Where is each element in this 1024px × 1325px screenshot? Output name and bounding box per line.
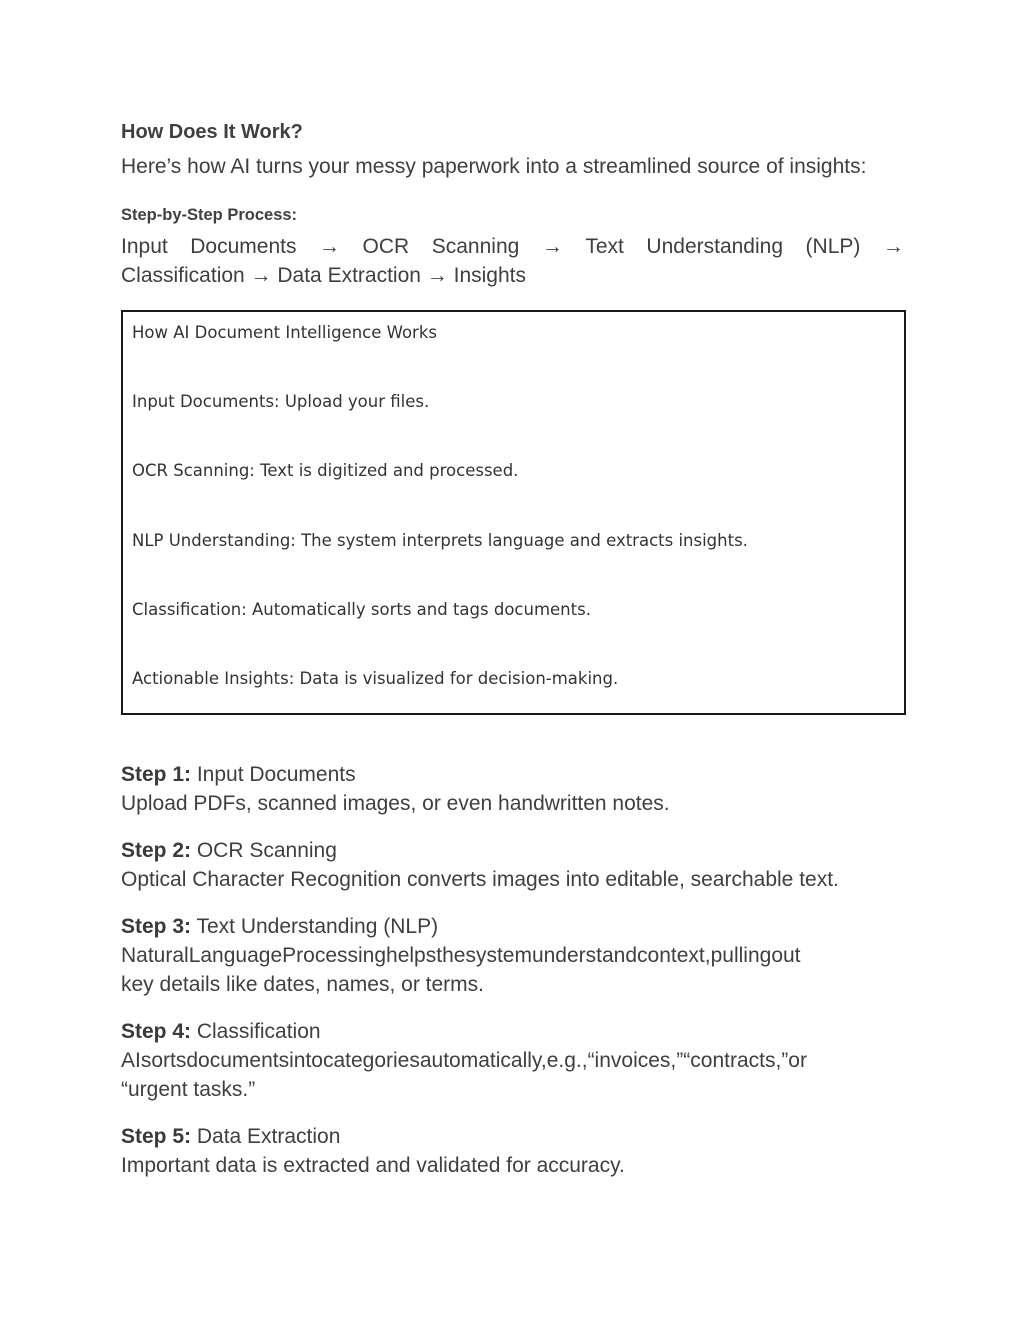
flow-word: Documents — [190, 235, 297, 258]
flow-word: (NLP) — [805, 235, 861, 258]
flow-word: Input — [121, 235, 168, 258]
word: understand — [531, 944, 638, 967]
word: context, — [637, 944, 711, 967]
word: out — [771, 944, 801, 967]
step-name: Classification — [191, 1020, 321, 1043]
arrow-icon: → — [882, 235, 904, 258]
word: categories — [322, 1049, 420, 1072]
arrow-icon: → — [319, 235, 340, 258]
word: or — [788, 1049, 807, 1072]
word: system — [465, 944, 532, 967]
intro-paragraph: Here’s how AI turns your messy paperwork into a streamlined source of insights: — [121, 155, 867, 178]
step-4 — [121, 1017, 904, 1104]
process-subheading: Step-by-Step Process: — [121, 206, 298, 224]
step-title — [121, 1017, 904, 1046]
step-3 — [121, 912, 904, 999]
step-title — [121, 836, 904, 865]
step-description-line-1 — [121, 1046, 904, 1075]
word: Processing — [282, 944, 387, 967]
step-1 — [121, 760, 904, 818]
word: “contracts,” — [683, 1049, 789, 1072]
step-title — [121, 912, 904, 941]
step-label: Step 4: — [121, 1020, 192, 1043]
process-flow — [121, 232, 904, 290]
word: Language — [188, 944, 283, 967]
word: automatically, — [419, 1049, 547, 1072]
step-description: Upload PDFs, scanned images, or even handwritten notes. — [121, 792, 670, 815]
word: AI — [121, 1049, 141, 1072]
step-label: Step 2: — [121, 839, 192, 862]
process-flow-line-2: Classification → Data Extraction → Insights — [121, 264, 526, 287]
box-item-nlp-understanding: NLP Understanding: The system interprets language and extracts insights. — [132, 531, 748, 550]
process-flow-line-1 — [121, 232, 904, 261]
word: “invoices,” — [587, 1049, 684, 1072]
step-description: Important data is extracted and validated for accuracy. — [121, 1154, 625, 1177]
word: into — [289, 1049, 323, 1072]
word: helps — [386, 944, 437, 967]
step-name: Data Extraction — [191, 1125, 341, 1148]
step-label: Step 3: — [121, 915, 192, 938]
word: e.g., — [546, 1049, 588, 1072]
arrow-icon: → — [541, 235, 563, 258]
step-name: Text Understanding (NLP) — [191, 915, 439, 938]
step-name: OCR Scanning — [191, 839, 337, 862]
word: pulling — [710, 944, 772, 967]
step-description-line-2: “urgent tasks.” — [121, 1078, 256, 1101]
word: sorts — [140, 1049, 187, 1072]
word: the — [436, 944, 466, 967]
section-heading: How Does It Work? — [121, 121, 303, 143]
step-description: Optical Character Recognition converts images into editable, searchable text. — [121, 868, 839, 891]
step-label: Step 5: — [121, 1125, 192, 1148]
box-title: How AI Document Intelligence Works — [132, 323, 437, 342]
box-item-actionable-insights: Actionable Insights: Data is visualized for decision-making. — [132, 669, 619, 688]
step-title — [121, 1122, 904, 1151]
word: documents — [186, 1049, 290, 1072]
flow-word: OCR — [362, 235, 410, 258]
box-item-input-documents: Input Documents: Upload your files. — [132, 392, 430, 411]
diagram-box — [121, 310, 906, 715]
step-5 — [121, 1122, 904, 1180]
step-name: Input Documents — [191, 763, 356, 786]
step-label: Step 1: — [121, 763, 192, 786]
flow-word: Understanding — [646, 235, 784, 258]
step-description-line-1 — [121, 941, 904, 970]
step-description-line-2: key details like dates, names, or terms. — [121, 973, 484, 996]
word: Natural — [121, 944, 189, 967]
step-2 — [121, 836, 904, 894]
box-item-classification: Classification: Automatically sorts and tags documents. — [132, 600, 591, 619]
step-title — [121, 760, 904, 789]
box-item-ocr-scanning: OCR Scanning: Text is digitized and processed. — [132, 461, 519, 480]
flow-word: Scanning — [431, 235, 520, 258]
flow-word: Text — [585, 235, 624, 258]
